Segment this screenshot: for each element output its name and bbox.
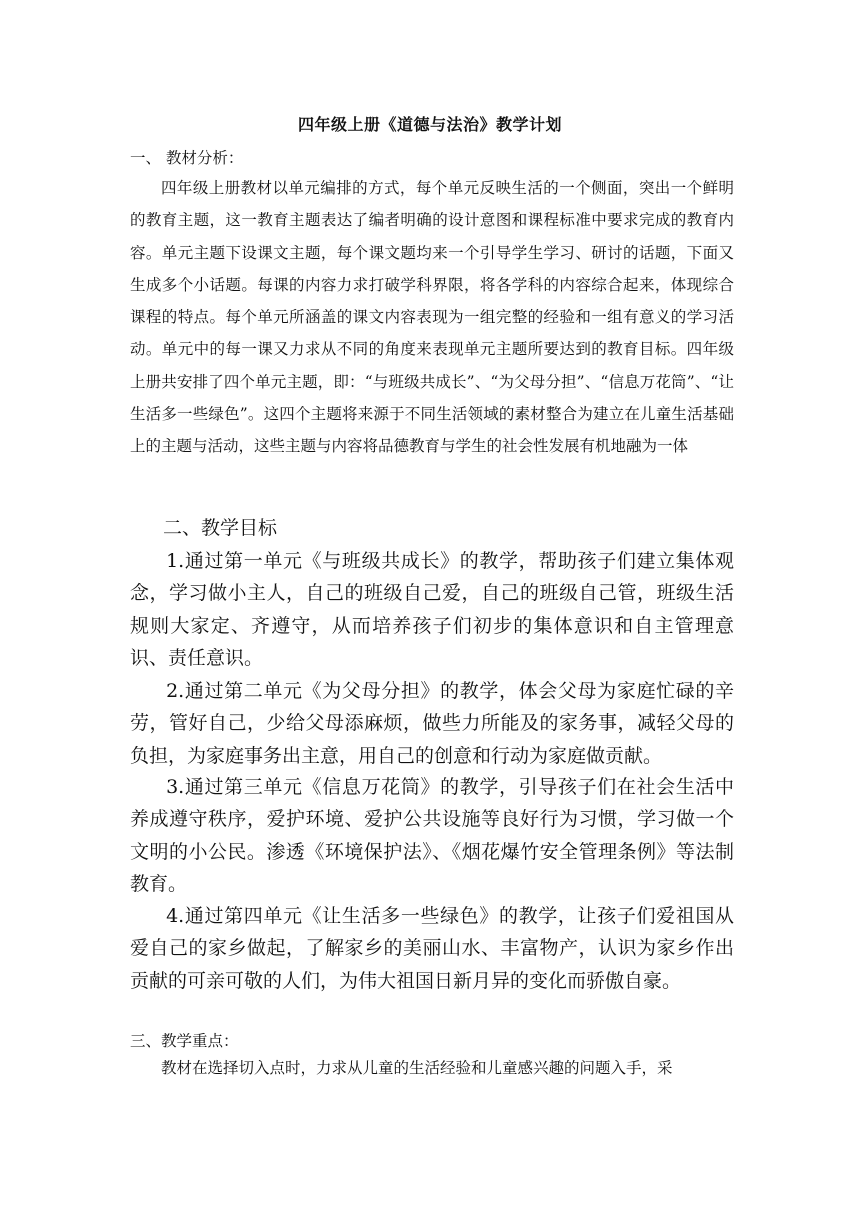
- section-1-paragraph: 四年级上册教材以单元编排的方式，每个单元反映生活的一个侧面，突出一个鲜明的教育主题，这一教育主题表达了编者明确的设计意图和课程标准中要求完成的教育内容。单元主题下设课文主题，每个课文题均来一个引导学生学习、研讨的话题，下面又生成多个小话题。每课的内容力求打破学科界限，将各学科的内容综合起来，体现综合课程的特点。每个单元所涵盖的课文内容表现为一组完整的经验和一组有意义的学习活动。单元中的每一课又力求从不同的角度来表现单元主题所要达到的教育目标。四年级上册共安排了四个单元主题，即：“与班级共成长”、“为父母分担”、“信息万花筒”、“让生活多一些绿色”。这四个主题将来源于不同生活领域的素材整合为建立在儿童生活基础上的主题与活动，这些主题与内容将品德教育与学生的社会性发展有机地融为一体: [130, 179, 734, 456]
- section-3-paragraph: 教材在选择切入点时，力求从儿童的生活经验和儿童感兴趣的问题入手，采: [161, 1059, 673, 1077]
- objective-item-2: 2.通过第二单元《为父母分担》的教学，体会父母为家庭忙碌的辛劳，管好自己，少给父母添麻烦，做些力所能及的家务事，减轻父母的负担，为家庭事务出主意，用自己的创意和行动为家庭做贡献。: [130, 680, 734, 767]
- objective-item-3: 3.通过第三单元《信息万花筒》的教学，引导孩子们在社会生活中养成遵守秩序，爱护环境、爱护公共设施等良好行为习惯，学习做一个文明的小公民。渗透《环境保护法》、《烟花爆竹安全管理条例》等法制教育。: [130, 776, 734, 895]
- section-3-heading: 三、教学重点：: [130, 1032, 239, 1050]
- document-title: 四年级上册《道德与法治》教学计划: [297, 115, 562, 134]
- section-1-heading: 一、 教材分析：: [130, 149, 244, 167]
- objective-item-1: 1.通过第一单元《与班级共成长》的教学，帮助孩子们建立集体观念，学习做小主人，自己的班级自己爱，自己的班级自己管，班级生活规则大家定、齐遵守，从而培养孩子们初步的集体意识和自主管理意识、责任意识。: [130, 550, 734, 669]
- objective-item-4: 4.通过第四单元《让生活多一些绿色》的教学，让孩子们爱祖国从爱自己的家乡做起，了解家乡的美丽山水、丰富物产，认识为家乡作出贡献的可亲可敬的人们，为伟大祖国日新月异的变化而骄傲自豪。: [130, 905, 734, 992]
- section-2-heading: 二、教学目标: [163, 517, 278, 539]
